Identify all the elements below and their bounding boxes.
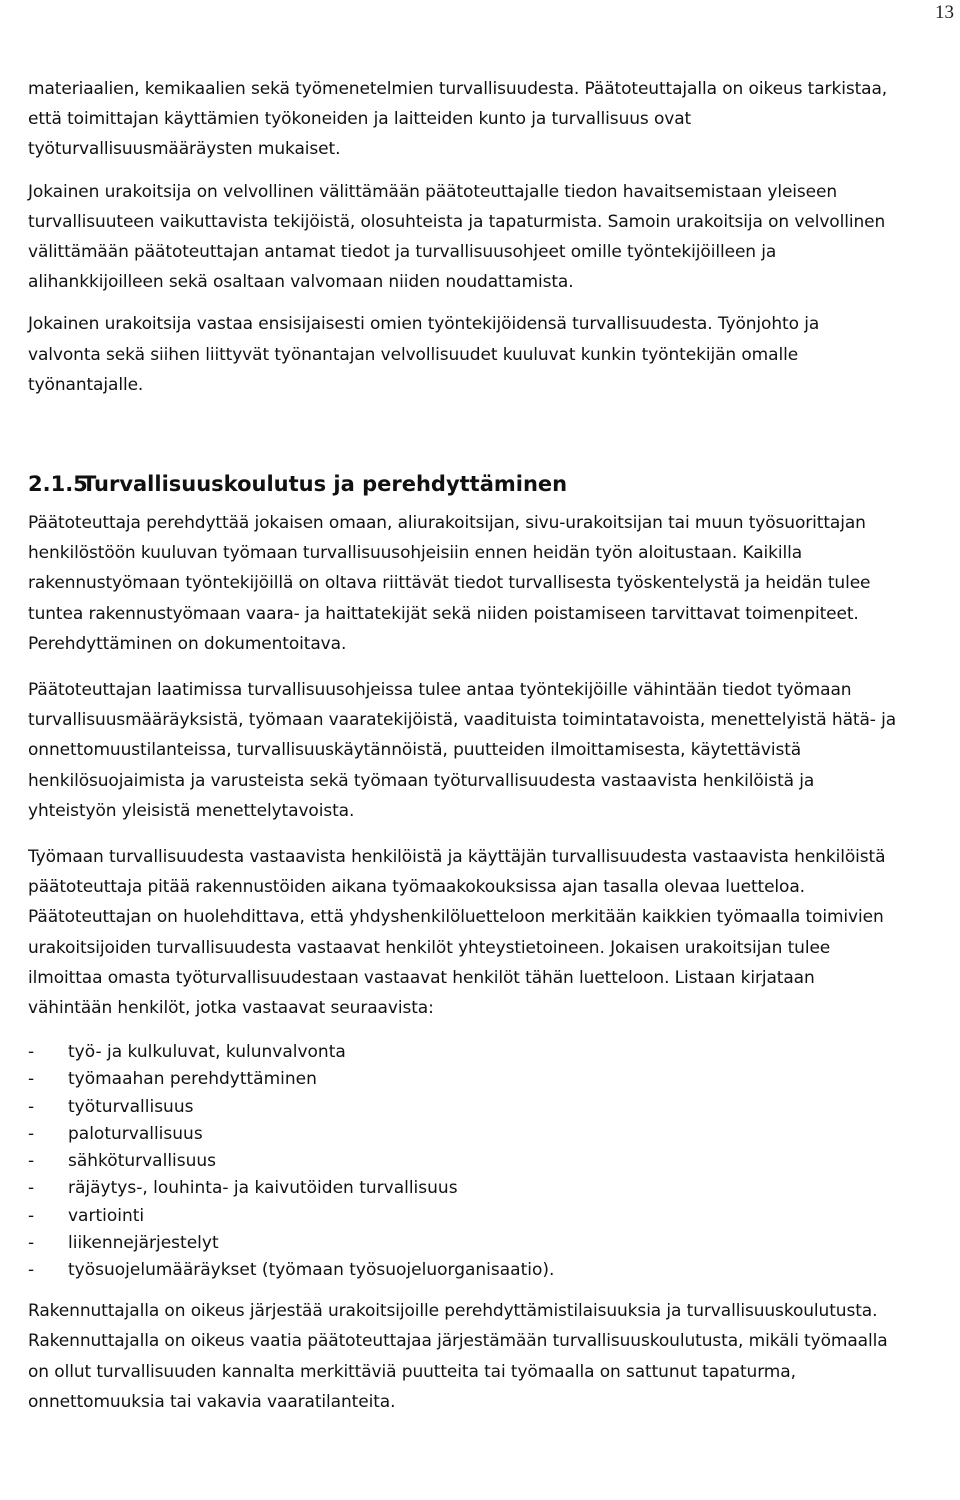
text-line: vähintään henkilöt, jotka vastaavat seuraavista: <box>28 998 434 1019</box>
list-item-text: liikennejärjestelyt <box>68 1232 219 1253</box>
text-line: työnantajalle. <box>28 374 144 395</box>
list-item-text: paloturvallisuus <box>68 1123 203 1144</box>
list-item-text: räjäytys-, louhinta- ja kaivutöiden turvallisuus <box>68 1178 458 1199</box>
list-item <box>28 1230 952 1257</box>
text-line: Rakennuttajalla on oikeus järjestää urakoitsijoille perehdyttämistilaisuuksia ja turvallisuuskoulutusta. <box>28 1301 878 1322</box>
list-dash: - <box>28 1069 35 1090</box>
text-line: urakoitsijoiden turvallisuudesta vastaavat henkilöt yhteystietoineen. Jokaisen urakoitsijan tulee <box>28 937 831 958</box>
text-line: yhteistyön yleisistä menettelytavoista. <box>28 800 355 821</box>
contractor-responsibility-paragraph <box>28 309 952 400</box>
text-line: tuntea rakennustyömaan vaara- ja haittatekijät sekä niiden poistamiseen tarvittavat toimenpiteet. <box>28 603 859 624</box>
text-line: työturvallisuusmääräysten mukaiset. <box>28 139 341 160</box>
text-line: valvonta sekä siihen liittyvät työnantajan velvollisuudet kuuluvat kunkin työntekijän omalle <box>28 344 799 365</box>
list-item-text: sähköturvallisuus <box>68 1151 217 1172</box>
list-item <box>28 1066 952 1093</box>
text-line: Perehdyttäminen on dokumentoitava. <box>28 633 347 654</box>
text-line: on ollut turvallisuuden kannalta merkittäviä puutteita tai työmaalla on sattunut tapaturma, <box>28 1361 796 1382</box>
safety-instructions-paragraph <box>28 675 952 826</box>
list-item <box>28 1203 952 1230</box>
list-dash: - <box>28 1205 35 1226</box>
list-dash: - <box>28 1259 35 1280</box>
list-dash: - <box>28 1042 35 1063</box>
text-line: henkilöstöön kuuluvan työmaan turvallisuusohjeisiin ennen heidän työn aloitustaan. Kaikilla <box>28 543 803 564</box>
text-line: Työmaan turvallisuudesta vastaavista henkilöistä ja käyttäjän turvallisuudesta vastaavista henkilöistä <box>28 847 886 868</box>
list-item <box>28 1148 952 1175</box>
text-line: rakennustyömaan työntekijöillä on oltava riittävät tiedot turvallisesta työskentelystä ja heidän tulee <box>28 573 871 594</box>
text-line: onnettomuustilanteissa, turvallisuuskäytännöistä, puutteiden ilmoittamisesta, käytettävistä <box>28 740 802 761</box>
text-line: että toimittajan käyttämien työkoneiden ja laitteiden kunto ja turvallisuus ovat <box>28 109 692 130</box>
text-line: Päätoteuttajan on huolehdittava, että yhdyshenkilöluetteloon merkitään kaikkien työmaalla toimivien <box>28 907 884 928</box>
list-item <box>28 1175 952 1202</box>
text-line: turvallisuusmääräyksistä, työmaan vaaratekijöistä, vaadituista toimintatavoista, menettelyistä hätä- ja <box>28 710 897 731</box>
document-body <box>28 74 952 1417</box>
text-line: henkilösuojaimista ja varusteista sekä työmaan työturvallisuudesta vastaavista henkilöistä ja <box>28 770 815 791</box>
contact-list-paragraph <box>28 842 952 1023</box>
list-item-text: vartiointi <box>68 1205 145 1226</box>
page-number: 13 <box>935 2 954 23</box>
text-line: päätoteuttaja pitää rakennustöiden aikana työmaakokouksissa ajan tasalla olevaa luetteloa. <box>28 877 805 898</box>
list-item-text: työ- ja kulkuluvat, kulunvalvonta <box>68 1042 346 1063</box>
list-dash: - <box>28 1096 35 1117</box>
text-line: välittämään päätoteuttajan antamat tiedot ja turvallisuusohjeet omille työntekijöilleen ja <box>28 242 777 263</box>
section-number: 2.1.5 <box>28 472 88 497</box>
list-item <box>28 1257 952 1284</box>
text-line: Rakennuttajalla on oikeus vaatia päätoteuttajaa järjestämään turvallisuuskoulutusta, mikäli työmaalla <box>28 1331 888 1352</box>
list-item <box>28 1121 952 1148</box>
client-rights-paragraph <box>28 1296 952 1417</box>
section-heading <box>28 464 952 504</box>
list-dash: - <box>28 1151 35 1172</box>
text-line: Päätoteuttajan laatimissa turvallisuusohjeissa tulee antaa työntekijöille vähintään tiedot työmaan <box>28 680 852 701</box>
responsibility-list <box>28 1039 952 1284</box>
text-line: Päätoteuttaja perehdyttää jokaisen omaan, aliurakoitsijan, sivu-urakoitsijan tai muun työsuorittajan <box>28 513 866 534</box>
text-line: Jokainen urakoitsija on velvollinen välittämään päätoteuttajalle tiedon havaitsemistaan yleiseen <box>28 181 838 202</box>
list-item-text: työturvallisuus <box>68 1096 194 1117</box>
list-item <box>28 1094 952 1121</box>
list-item-text: työsuojelumääräykset (työmaan työsuojeluorganisaatio). <box>68 1259 555 1280</box>
text-line: onnettomuuksia tai vakavia vaaratilanteita. <box>28 1391 396 1412</box>
text-line: ilmoittaa omasta työturvallisuudestaan vastaavat henkilöt tähän luetteloon. Listaan kirjataan <box>28 967 815 988</box>
text-line: alihankkijoilleen sekä osaltaan valvomaan niiden noudattamista. <box>28 272 574 293</box>
text-line: materiaalien, kemikaalien sekä työmenetelmien turvallisuudesta. Päätoteuttajalla on oikeus tarkistaa, <box>28 79 888 99</box>
list-dash: - <box>28 1178 35 1199</box>
contractor-duty-paragraph <box>28 177 952 298</box>
orientation-paragraph <box>28 508 952 659</box>
intro-paragraph <box>28 74 952 165</box>
list-item-text: työmaahan perehdyttäminen <box>68 1069 317 1090</box>
section-title: Turvallisuuskoulutus ja perehdyttäminen <box>82 472 568 497</box>
list-dash: - <box>28 1232 35 1253</box>
list-dash: - <box>28 1123 35 1144</box>
text-line: Jokainen urakoitsija vastaa ensisijaisesti omien työntekijöidensä turvallisuudesta. Työnjohto ja <box>28 314 820 335</box>
list-item <box>28 1039 952 1066</box>
text-line: turvallisuuteen vaikuttavista tekijöistä, olosuhteista ja tapaturmista. Samoin urakoitsija on velvollinen <box>28 211 886 232</box>
